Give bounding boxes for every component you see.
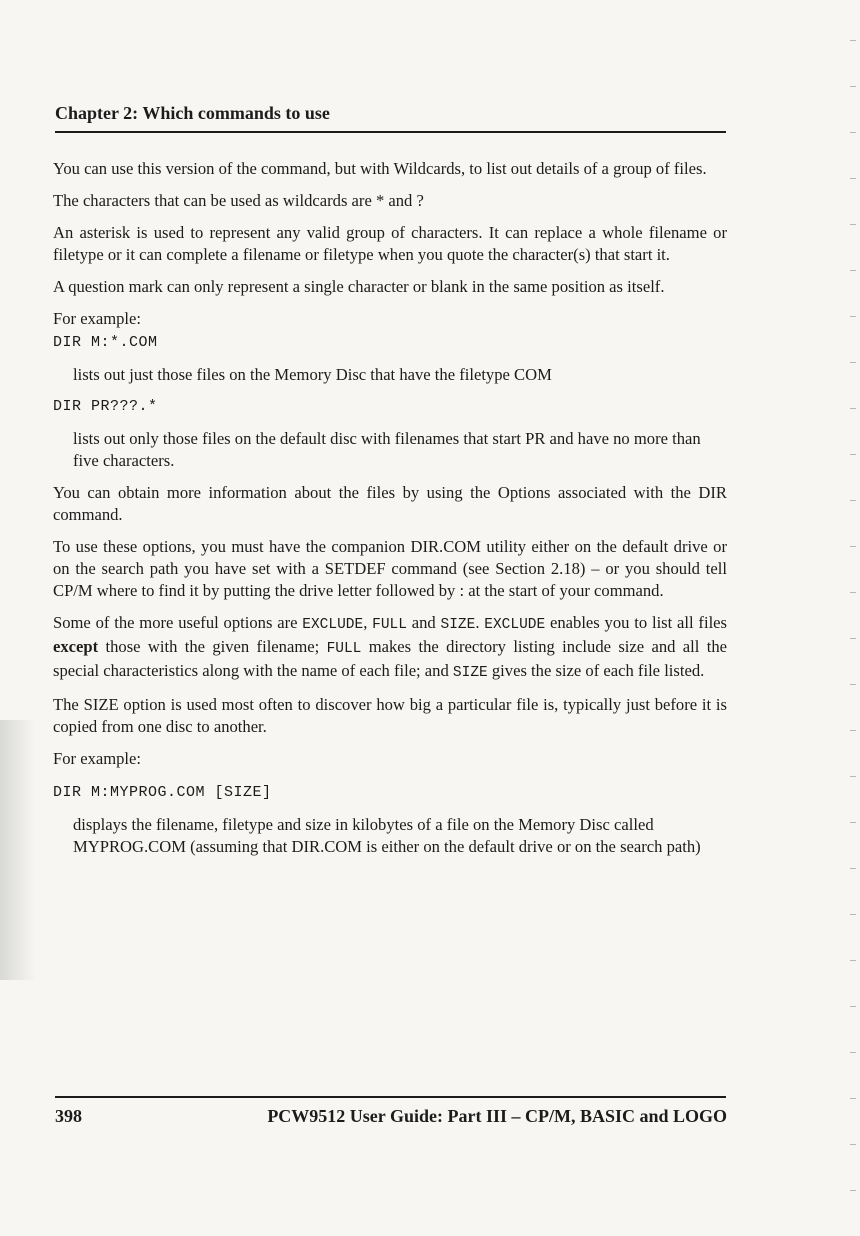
code-description: lists out only those files on the default disc with filenames that start PR and have no more than five characters. bbox=[73, 429, 701, 470]
margin-tick bbox=[850, 960, 856, 961]
margin-tick bbox=[850, 592, 856, 593]
option-size: SIZE bbox=[452, 665, 488, 681]
code-example: DIR PR???.* bbox=[53, 398, 158, 415]
text: Some of the more useful options are bbox=[53, 613, 303, 632]
margin-tick bbox=[850, 1006, 856, 1007]
paragraph: For example: bbox=[53, 309, 142, 328]
margin-tick bbox=[850, 730, 856, 731]
header-rule bbox=[55, 131, 726, 133]
code-example: DIR M:*.COM bbox=[53, 334, 158, 351]
margin-tick bbox=[850, 1052, 856, 1053]
code-example: DIR M:MYPROG.COM [SIZE] bbox=[53, 784, 272, 801]
margin-tick bbox=[850, 40, 856, 41]
code-description: lists out just those files on the Memory Disc that have the filetype COM bbox=[73, 365, 552, 384]
text: enables you to list all files bbox=[545, 613, 728, 632]
margin-tick bbox=[850, 1190, 856, 1191]
margin-tick bbox=[850, 224, 856, 225]
scan-shadow bbox=[0, 720, 36, 980]
body-text bbox=[53, 158, 727, 868]
text: and bbox=[406, 613, 441, 632]
footer-rule bbox=[55, 1096, 726, 1098]
option-exclude: EXCLUDE bbox=[484, 617, 546, 633]
emphasis-except: except bbox=[53, 637, 99, 656]
text: those with the given filename; bbox=[98, 637, 327, 656]
paragraph: For example: bbox=[53, 749, 142, 768]
margin-tick bbox=[850, 178, 856, 179]
paragraph bbox=[53, 612, 727, 684]
margin-tick bbox=[850, 1098, 856, 1099]
margin-tick bbox=[850, 408, 856, 409]
option-size: SIZE bbox=[440, 617, 476, 633]
margin-ticks bbox=[840, 0, 860, 1236]
margin-tick bbox=[850, 776, 856, 777]
option-exclude: EXCLUDE bbox=[302, 617, 364, 633]
chapter-header: Chapter 2: Which commands to use bbox=[55, 103, 330, 123]
margin-tick bbox=[850, 86, 856, 87]
paragraph: To use these options, you must have the companion DIR.COM utility either on the default drive or on the search path you have set with a SETDEF command (see Section 2.18) – or you should tell CP/M where to find it by putting the drive letter followed by : at the start of your command. bbox=[53, 537, 727, 600]
option-full: FULL bbox=[326, 641, 362, 657]
text: gives the size of each file listed. bbox=[487, 661, 705, 680]
text: . bbox=[475, 613, 485, 632]
margin-tick bbox=[850, 638, 856, 639]
option-full: FULL bbox=[372, 617, 407, 633]
footer-title: PCW9512 User Guide: Part III – CP/M, BASIC and LOGO bbox=[267, 1106, 727, 1126]
paragraph: A question mark can only represent a single character or blank in the same position as itself. bbox=[53, 277, 665, 296]
paragraph: The characters that can be used as wildcards are * and ? bbox=[53, 191, 424, 210]
paragraph: You can obtain more information about the files by using the Options associated with the DIR command. bbox=[53, 483, 727, 524]
margin-tick bbox=[850, 132, 856, 133]
paragraph: You can use this version of the command, but with Wildcards, to list out details of a group of files. bbox=[53, 159, 707, 178]
page-number: 398 bbox=[55, 1106, 82, 1126]
paragraph: An asterisk is used to represent any valid group of characters. It can replace a whole filename or filetype or it can complete a filename or filetype when you quote the character(s) that start it. bbox=[53, 223, 727, 264]
margin-tick bbox=[850, 270, 856, 271]
paragraph: The SIZE option is used most often to discover how big a particular file is, typically just before it is copied from one disc to another. bbox=[53, 695, 727, 736]
margin-tick bbox=[850, 868, 856, 869]
margin-tick bbox=[850, 546, 856, 547]
text: makes the directory listing include size and all the special characteristics along with the name of each file; and bbox=[53, 637, 727, 680]
margin-tick bbox=[850, 362, 856, 363]
margin-tick bbox=[850, 684, 856, 685]
margin-tick bbox=[850, 500, 856, 501]
margin-tick bbox=[850, 454, 856, 455]
code-description: displays the filename, filetype and size in kilobytes of a file on the Memory Disc called MYPROG.COM (assuming that DIR.COM is either on the default drive or on the search path) bbox=[73, 815, 701, 856]
text: , bbox=[363, 613, 373, 632]
margin-tick bbox=[850, 822, 856, 823]
margin-tick bbox=[850, 1144, 856, 1145]
margin-tick bbox=[850, 316, 856, 317]
margin-tick bbox=[850, 914, 856, 915]
